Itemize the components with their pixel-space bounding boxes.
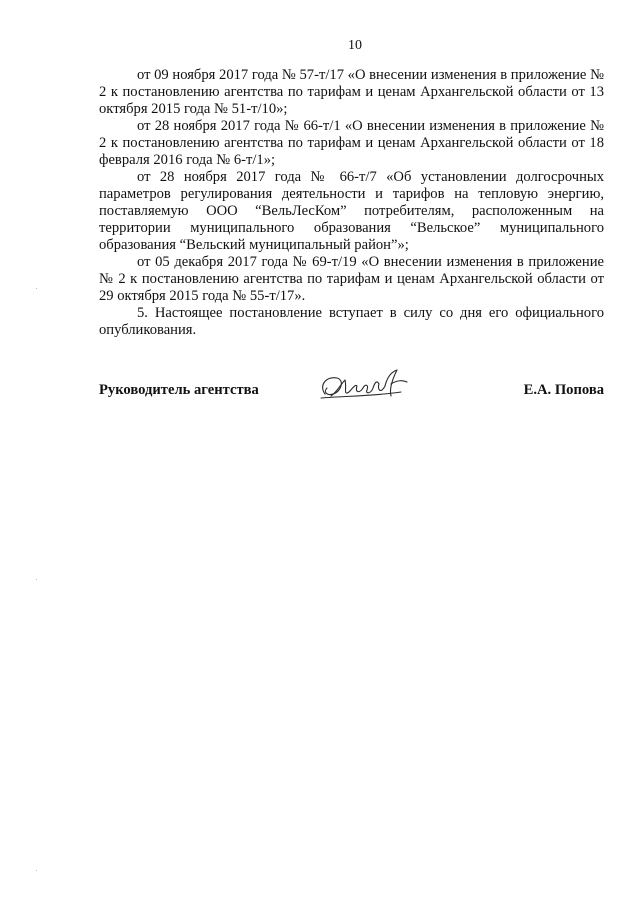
paragraph-resolution-57-t-17: от 09 ноября 2017 года № 57-т/17 «О внесении изменения в приложение № 2 к постановлению агентства по тарифам и ценам Архангельской области от 13 октября 2015 года № 51-т/10»; [99,67,604,117]
signature-block [99,366,604,406]
handwritten-signature [315,366,419,406]
page-number: 10 [348,38,362,53]
scan-artifact-dot [36,288,37,289]
signatory-title: Руководитель агентства [99,382,259,398]
signatory-name: Е.А. Попова [523,382,604,398]
paragraph-resolution-66-t-1: от 28 ноября 2017 года № 66-т/1 «О внесении изменения в приложение № 2 к постановлению агентства по тарифам и ценам Архангельской области от 18 февраля 2016 года № 6-т/1»; [99,118,604,168]
scan-artifact-dot [36,870,37,871]
paragraph-resolution-66-t-7: от 28 ноября 2017 года № 66-т/7 «Об установлении долгосрочных параметров регулирования деятельности и тарифов на тепловую энергию, поставляемую ООО “ВельЛесКом” потребителям, расположенным на территории муниципального образования “Вельское” муниципального образования “Вельский муниципальный район”»; [99,169,604,253]
paragraph-resolution-69-t-19: от 05 декабря 2017 года № 69-т/19 «О внесении изменения в приложение № 2 к постановлению агентства по тарифам и ценам Архангельской области от 29 октября 2015 года № 55-т/17». [99,254,604,304]
paragraph-effective-date: 5. Настоящее постановление вступает в силу со дня его официального опубликования. [99,305,604,338]
scan-artifact-dot [36,579,37,580]
document-body [99,67,604,339]
